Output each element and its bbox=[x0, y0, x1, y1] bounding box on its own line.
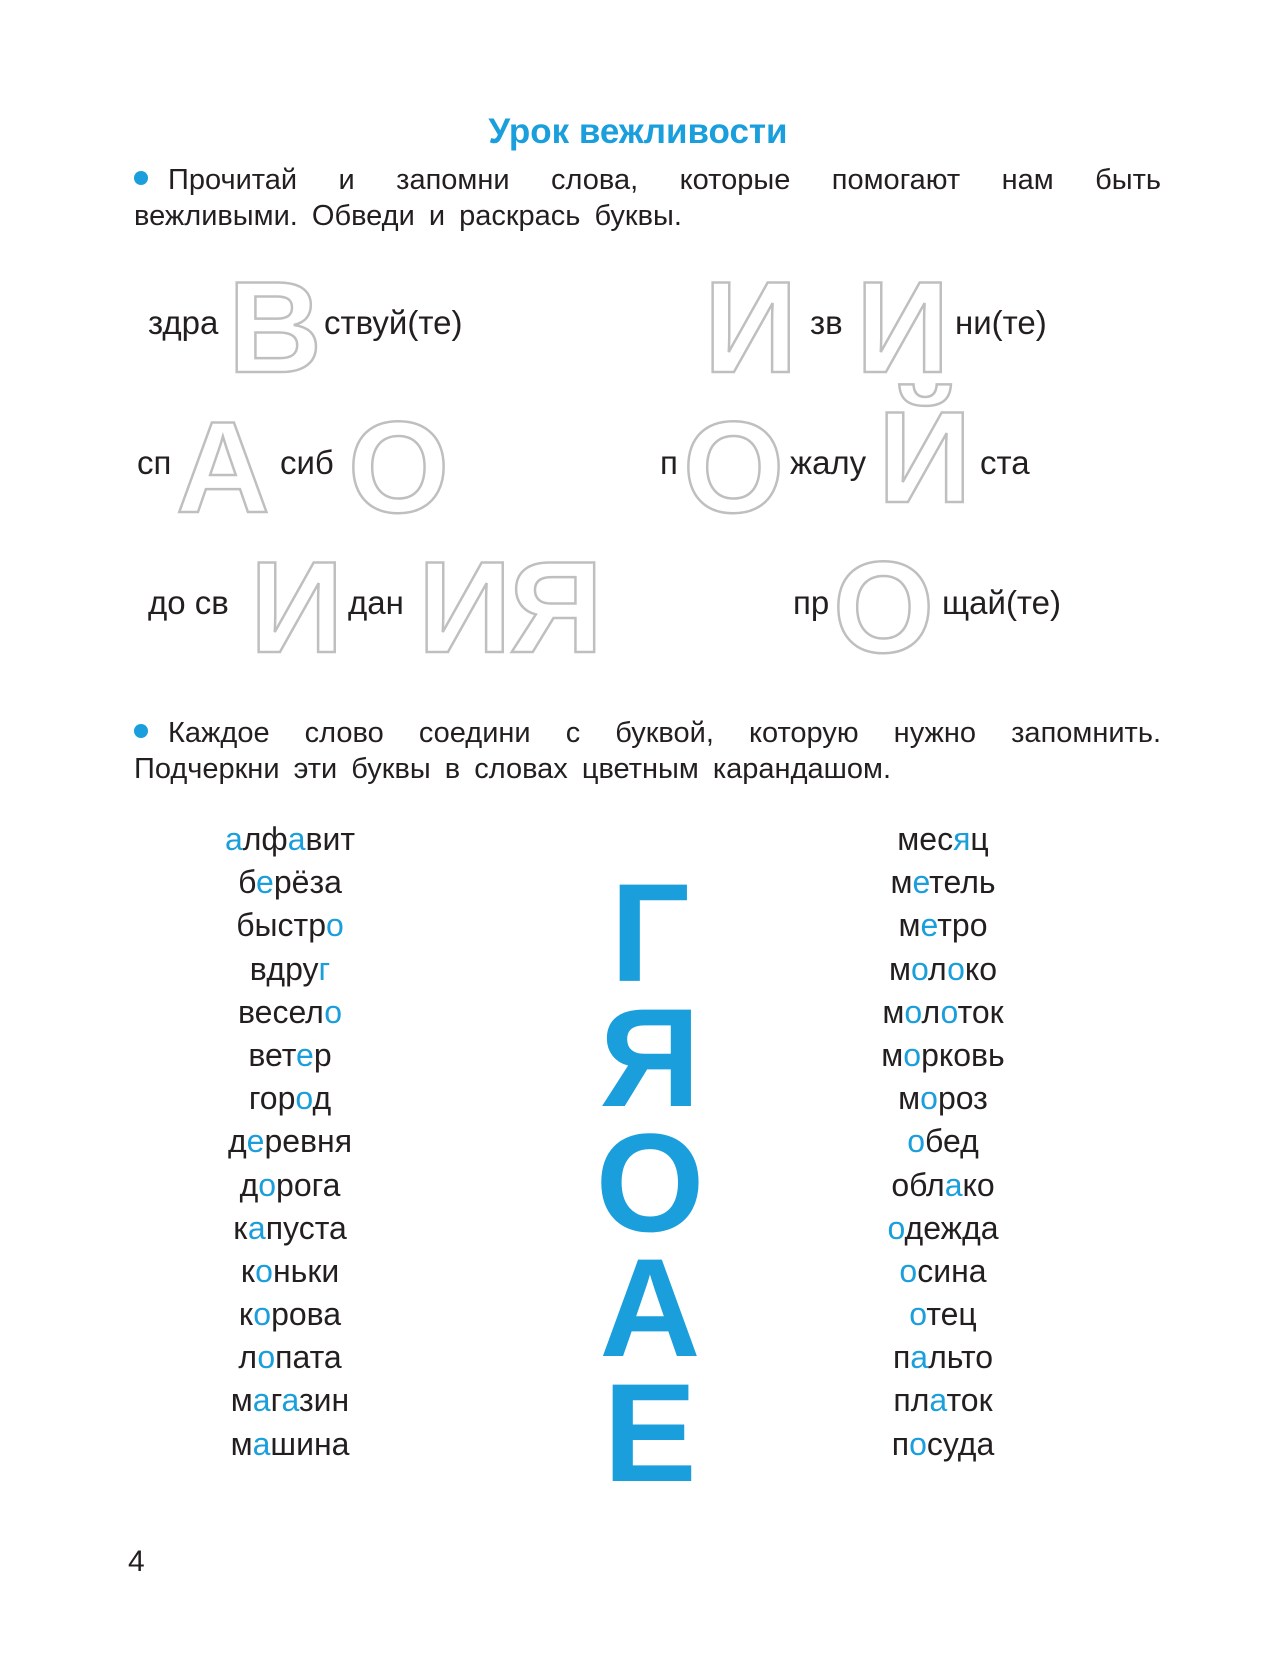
highlighted-letter: о bbox=[903, 1036, 922, 1073]
word-text: ток bbox=[946, 1382, 993, 1419]
highlighted-letter: а bbox=[929, 1382, 947, 1419]
word-text: г bbox=[270, 1382, 282, 1419]
highlighted-letter: о bbox=[940, 993, 958, 1030]
word-item[interactable] bbox=[793, 1120, 1093, 1163]
big-letter[interactable]: А bbox=[599, 1229, 701, 1386]
task-2-line-1: Каждое слово соедини с буквой, которую нужно запомнить. bbox=[168, 717, 1161, 749]
word-item[interactable] bbox=[793, 991, 1093, 1034]
word-item[interactable] bbox=[140, 1423, 440, 1466]
word-text: лф bbox=[242, 821, 288, 857]
word-item[interactable] bbox=[793, 1250, 1093, 1293]
outline-letter[interactable]: И bbox=[704, 254, 796, 400]
word-item[interactable] bbox=[793, 1034, 1093, 1077]
word-part: сп bbox=[137, 444, 172, 481]
word-text: д bbox=[239, 1166, 259, 1203]
highlighted-letter: о bbox=[910, 950, 929, 987]
highlighted-letter: о bbox=[253, 1296, 272, 1333]
word-text: р bbox=[313, 1036, 332, 1073]
word-item[interactable] bbox=[793, 948, 1093, 991]
outline-letter[interactable]: Й bbox=[878, 384, 970, 530]
highlighted-letter: о bbox=[255, 1252, 273, 1289]
word-item[interactable] bbox=[140, 1034, 440, 1077]
word-part: ста bbox=[980, 444, 1030, 481]
word-text: л bbox=[921, 993, 941, 1030]
word-item[interactable] bbox=[140, 1293, 440, 1336]
word-text: шина bbox=[270, 1425, 350, 1462]
big-letter[interactable]: Я bbox=[599, 979, 701, 1136]
word-text: к bbox=[233, 1209, 248, 1246]
word-item[interactable] bbox=[140, 818, 440, 861]
word-part: пр bbox=[793, 584, 830, 621]
word-text: д bbox=[312, 1080, 332, 1117]
word-text: б bbox=[238, 864, 257, 901]
highlighted-letter: о bbox=[325, 907, 344, 944]
highlighted-letter: а bbox=[281, 1382, 299, 1419]
highlighted-letter: о bbox=[899, 1252, 918, 1289]
word-item[interactable] bbox=[140, 1250, 440, 1293]
outline-letter[interactable]: А bbox=[176, 394, 268, 540]
word-item[interactable] bbox=[793, 904, 1093, 947]
word-text: ц bbox=[970, 821, 989, 857]
page-number: 4 bbox=[128, 1545, 145, 1578]
highlighted-letter: о bbox=[324, 993, 342, 1030]
outline-letter[interactable]: О bbox=[683, 394, 783, 540]
bullet-icon bbox=[134, 724, 148, 738]
highlighted-letter: е bbox=[912, 864, 930, 901]
word-text: м bbox=[230, 1425, 253, 1462]
word-text: тель bbox=[929, 864, 996, 901]
highlighted-letter: о bbox=[257, 1339, 276, 1376]
word-text: п bbox=[891, 1425, 910, 1462]
highlighted-letter: о bbox=[295, 1080, 313, 1117]
outline-letter[interactable]: В bbox=[228, 254, 320, 400]
word-text: м bbox=[230, 1382, 253, 1419]
highlighted-letter: а bbox=[247, 1209, 266, 1246]
outline-letter[interactable]: И bbox=[856, 254, 948, 400]
highlighted-letter: а bbox=[287, 821, 306, 857]
word-item[interactable] bbox=[793, 1207, 1093, 1250]
word-text: рога bbox=[276, 1166, 341, 1203]
highlighted-letter: г bbox=[318, 950, 331, 987]
highlighted-letter: о bbox=[909, 1425, 927, 1462]
outline-letter[interactable]: О bbox=[348, 394, 448, 540]
word-text: тро bbox=[937, 907, 988, 944]
word-item[interactable] bbox=[140, 861, 440, 904]
word-item[interactable] bbox=[793, 861, 1093, 904]
word-part: ствуй(те) bbox=[324, 304, 463, 341]
task-1-line-1: Прочитай и запомни слова, которые помогают нам быть bbox=[168, 164, 1161, 196]
highlighted-letter: о bbox=[887, 1209, 905, 1246]
highlighted-letter: е bbox=[246, 1123, 265, 1160]
word-text: ко bbox=[964, 950, 998, 987]
word-item[interactable] bbox=[793, 1423, 1093, 1466]
word-text: бед bbox=[925, 1123, 979, 1160]
word-text: к bbox=[240, 1252, 256, 1289]
word-item[interactable] bbox=[793, 1336, 1093, 1379]
word-item[interactable] bbox=[140, 1207, 440, 1250]
task-1-instructions bbox=[134, 162, 1161, 234]
word-text: м bbox=[888, 950, 911, 987]
word-part: ни(те) bbox=[955, 304, 1047, 341]
word-part: сиб bbox=[280, 444, 334, 481]
word-text: зин bbox=[298, 1382, 350, 1419]
word-text: л bbox=[928, 950, 948, 987]
word-text: дежда bbox=[904, 1209, 999, 1246]
word-text: ньки bbox=[272, 1252, 340, 1289]
word-text: гор bbox=[248, 1080, 296, 1117]
word-text: м bbox=[898, 1080, 921, 1117]
word-item[interactable] bbox=[793, 818, 1093, 861]
word-part: зв bbox=[810, 304, 843, 341]
word-item[interactable] bbox=[793, 1077, 1093, 1120]
word-item[interactable] bbox=[140, 1077, 440, 1120]
word-item[interactable] bbox=[140, 948, 440, 991]
outline-letter[interactable]: ИЯ bbox=[418, 534, 601, 680]
word-text: к bbox=[238, 1296, 254, 1333]
highlighted-letter: о bbox=[258, 1166, 277, 1203]
highlighted-letter: а bbox=[910, 1339, 929, 1376]
word-item[interactable] bbox=[140, 1336, 440, 1379]
word-item[interactable] bbox=[793, 1164, 1093, 1207]
bullet-icon bbox=[134, 171, 148, 185]
highlighted-letter: о bbox=[904, 993, 922, 1030]
highlighted-letter: я bbox=[953, 821, 971, 857]
word-text: ревня bbox=[264, 1123, 353, 1160]
word-text: суда bbox=[926, 1425, 995, 1462]
letter-column bbox=[580, 854, 720, 1511]
word-text: л bbox=[238, 1339, 258, 1376]
left-word-list bbox=[140, 818, 440, 1466]
highlighted-letter: о bbox=[920, 1080, 938, 1117]
word-item[interactable] bbox=[793, 1293, 1093, 1336]
word-text: рёза bbox=[273, 864, 342, 901]
word-text: обл bbox=[891, 1166, 945, 1203]
word-text: вит bbox=[305, 821, 356, 857]
big-letter[interactable]: Г bbox=[610, 854, 690, 1011]
big-letter[interactable]: О bbox=[595, 1104, 705, 1261]
highlighted-letter: о bbox=[909, 1296, 927, 1333]
word-text: м bbox=[881, 1036, 904, 1073]
word-item[interactable] bbox=[140, 1120, 440, 1163]
word-text: пуста bbox=[265, 1209, 347, 1246]
word-part: дан bbox=[348, 584, 404, 621]
word-text: п bbox=[892, 1339, 911, 1376]
word-part: щай(те) bbox=[942, 584, 1062, 621]
task-2-instructions bbox=[134, 715, 1161, 787]
page-title: Урок вежливости bbox=[488, 112, 788, 151]
highlighted-letter: е bbox=[256, 864, 274, 901]
word-text: тец bbox=[926, 1296, 977, 1333]
word-item[interactable] bbox=[140, 991, 440, 1034]
word-text: ко bbox=[962, 1166, 995, 1203]
word-text: роз bbox=[937, 1080, 988, 1117]
highlighted-letter: е bbox=[296, 1036, 314, 1073]
highlighted-letter: а bbox=[944, 1166, 963, 1203]
word-text: пата bbox=[275, 1339, 342, 1376]
word-part: жалу bbox=[790, 444, 867, 481]
word-text: пл bbox=[893, 1382, 930, 1419]
word-text: м bbox=[898, 907, 921, 944]
outline-letter[interactable]: О bbox=[833, 534, 933, 680]
word-text: м bbox=[882, 993, 905, 1030]
word-item[interactable] bbox=[140, 904, 440, 947]
word-text: рковь bbox=[921, 1036, 1005, 1073]
word-text: ток bbox=[957, 993, 1004, 1030]
highlighted-letter: а bbox=[252, 1382, 271, 1419]
big-letter[interactable]: Е bbox=[603, 1354, 697, 1511]
highlighted-letter: о bbox=[907, 1123, 926, 1160]
word-text: вдру bbox=[249, 950, 319, 987]
word-item[interactable] bbox=[140, 1164, 440, 1207]
word-item[interactable] bbox=[140, 1379, 440, 1422]
word-text: рова bbox=[271, 1296, 342, 1333]
word-part: до св bbox=[148, 584, 229, 621]
highlighted-letter: а bbox=[252, 1425, 271, 1462]
outline-letter[interactable]: И bbox=[250, 534, 342, 680]
word-text: вет bbox=[248, 1036, 297, 1073]
highlighted-letter: о bbox=[947, 950, 965, 987]
word-text: м bbox=[890, 864, 913, 901]
word-text: мес bbox=[897, 821, 954, 857]
word-text: весел bbox=[238, 993, 325, 1030]
task-1-line-2: вежливыми. Обведи и раскрась буквы. bbox=[134, 200, 682, 232]
word-part: п bbox=[660, 444, 678, 481]
highlighted-letter: е bbox=[920, 907, 938, 944]
word-part: здра bbox=[148, 304, 219, 341]
highlighted-letter: а bbox=[224, 821, 243, 857]
right-word-list bbox=[793, 818, 1093, 1466]
word-text: д bbox=[227, 1123, 247, 1160]
word-text: быстр bbox=[236, 907, 326, 944]
word-text: льто bbox=[928, 1339, 994, 1376]
task-2-line-2: Подчеркни эти буквы в словах цветным карандашом. bbox=[134, 753, 892, 785]
word-item[interactable] bbox=[793, 1379, 1093, 1422]
word-text: сина bbox=[917, 1252, 987, 1289]
